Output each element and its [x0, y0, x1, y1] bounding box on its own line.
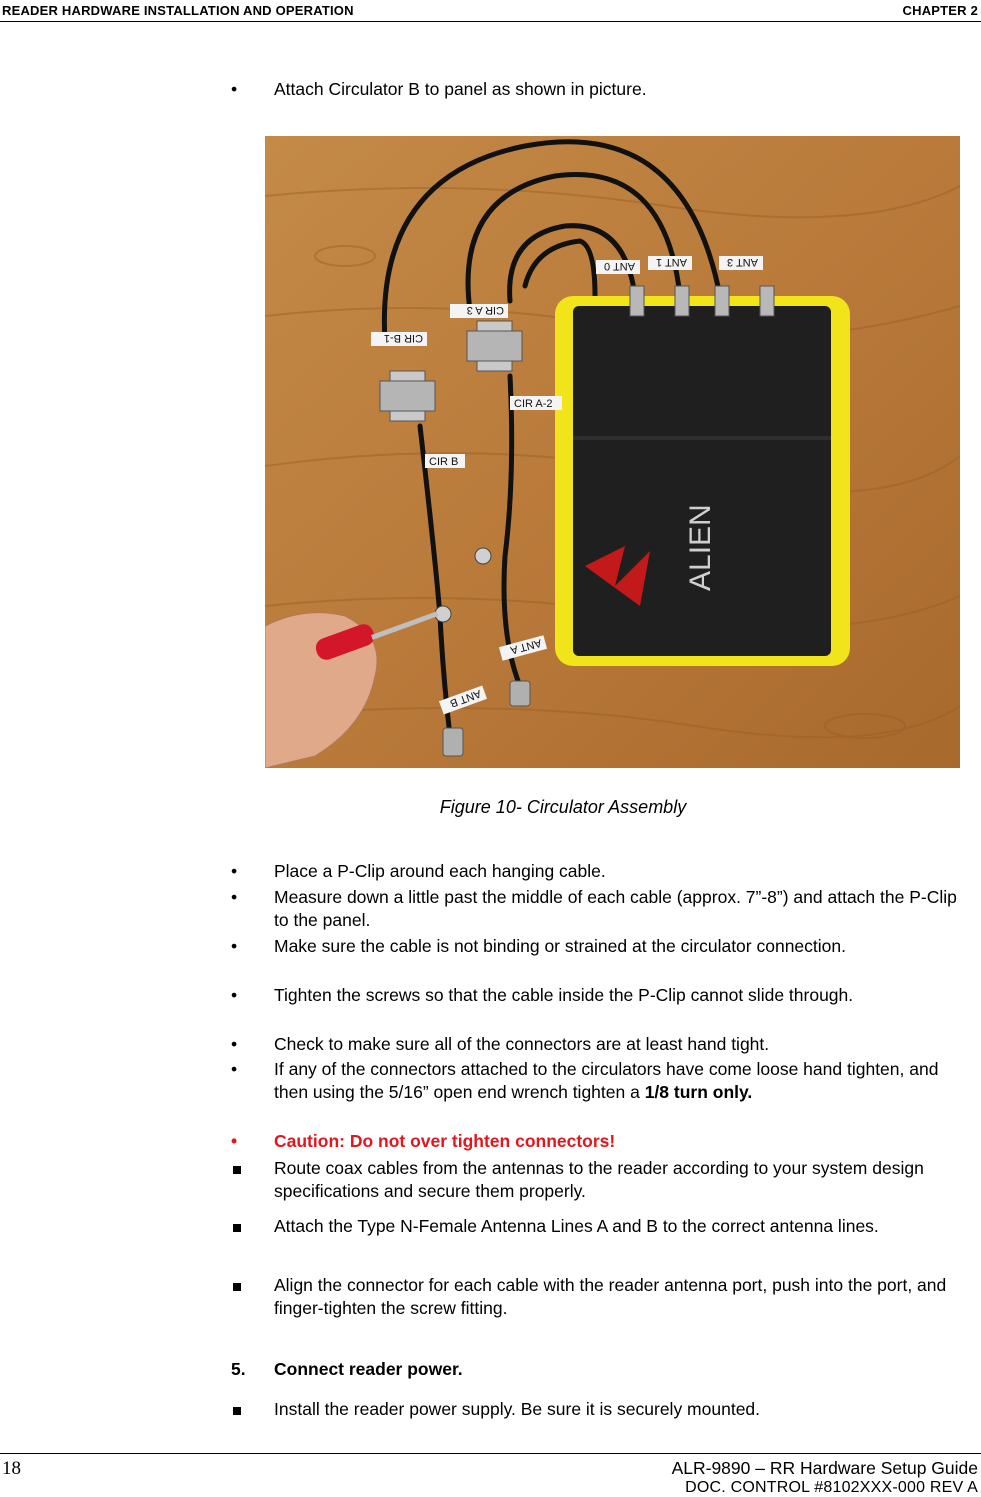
caution-text: Caution: Do not over tighten connectors! [274, 1131, 616, 1151]
square-bullet-icon [231, 1157, 261, 1180]
header-chapter: CHAPTER 2 [902, 3, 978, 18]
label-cir-a2: CIR A-2 [514, 398, 553, 410]
label-ant-0: ANT 0 [604, 260, 635, 272]
bullet-dot: • [231, 1034, 238, 1054]
footer-guide-title: ALR-9890 – RR Hardware Setup Guide [671, 1458, 978, 1478]
square-bullet-icon [231, 1274, 261, 1297]
label-cir-b1: CIR B-1 [383, 332, 423, 344]
page-footer [0, 1453, 981, 1496]
list-item-text: Align the connector for each cable with the reader antenna port, push into the port, and finger-tighten the screw fitting. [274, 1275, 947, 1318]
intro-bullet-text: Attach Circulator B to panel as shown in picture. [274, 79, 647, 99]
page-number: 18 [2, 1458, 21, 1479]
list-item-text [274, 1058, 974, 1104]
circulator-assembly-photo [265, 136, 960, 768]
figure-caption: Figure 10- Circulator Assembly [439, 797, 687, 817]
list-item-text: Measure down a little past the middle of each cable (approx. 7”-8”) and attach the P-Clip to the panel. [274, 887, 957, 930]
bullet-dot: • [231, 887, 238, 907]
page-header [0, 0, 981, 22]
square-bullet-icon [231, 1398, 261, 1421]
square-bullet-icon [231, 1215, 261, 1238]
list-item-text-main: If any of the connectors attached to the circulators have come loose hand tighten, and then using the 5/16” open end wrench tighten a [274, 1059, 939, 1102]
reader-brand-label: ALIEN [684, 504, 717, 591]
list-item-text: Attach the Type N-Female Antenna Lines A and B to the correct antenna lines. [274, 1216, 879, 1236]
list-item-text: Place a P-Clip around each hanging cable. [274, 861, 606, 881]
bullet-dot: • [231, 985, 238, 1005]
footer-doc-control: DOC. CONTROL #8102XXX-000 REV A [685, 1479, 978, 1496]
bullet-dot: • [231, 936, 238, 956]
list-item-text: Tighten the screws so that the cable inside the P-Clip cannot slide through. [274, 985, 854, 1005]
bullet-dot: • [231, 861, 238, 881]
bullet-dot: • [231, 1059, 238, 1079]
list-item-text: Route coax cables from the antennas to the reader according to your system design specifications and secure them properly. [274, 1158, 924, 1201]
label-ant-1: ANT 1 [656, 256, 687, 268]
list-item-text: Install the reader power supply. Be sure it is securely mounted. [274, 1399, 761, 1419]
list-item-text: Make sure the cable is not binding or strained at the circulator connection. [274, 936, 846, 956]
reader-unit [555, 296, 850, 666]
step-label: Connect reader power. [274, 1359, 463, 1379]
label-ant-b: ANT B [448, 686, 483, 710]
header-section-title: READER HARDWARE INSTALLATION AND OPERATION [2, 3, 354, 18]
bullet-dot: • [231, 1131, 238, 1151]
label-ant-a: ANT A [509, 636, 543, 657]
label-cir-b: CIR B [429, 456, 459, 468]
label-cir-a3: CIR A 3 [466, 304, 504, 316]
list-item-text-emphasis: 1/8 turn only. [644, 1082, 753, 1102]
label-ant-3: ANT 3 [727, 256, 758, 268]
bullet-dot: • [231, 79, 238, 99]
step-number: 5. [231, 1359, 246, 1379]
list-item-text: Check to make sure all of the connectors are at least hand tight. [274, 1034, 770, 1054]
